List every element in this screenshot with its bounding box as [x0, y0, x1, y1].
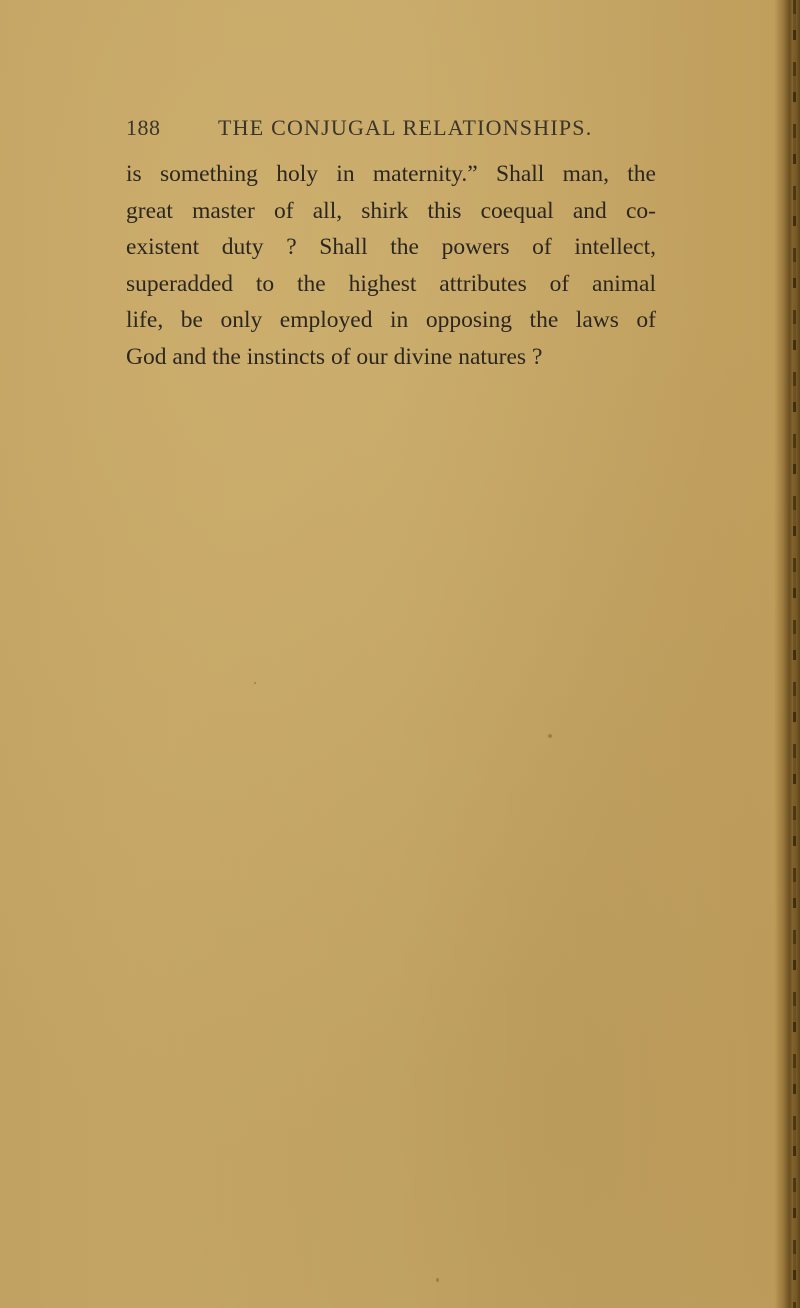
- text-line: God and the instincts of our divine natures ?: [126, 343, 543, 370]
- paper-speck: [254, 682, 256, 684]
- binding-edge: [774, 0, 800, 1308]
- text-line: existent duty ? Shall the powers of intellect,: [126, 234, 656, 261]
- text-line: superadded to the highest attributes of animal: [126, 270, 656, 297]
- paper-speck: [436, 1278, 439, 1282]
- running-head: [126, 115, 656, 145]
- running-title: THE CONJUGAL RELATIONSHIPS.: [218, 115, 593, 140]
- text-line: life, be only employed in opposing the laws of: [126, 307, 656, 334]
- paper-speck: [548, 734, 552, 738]
- body-paragraph: [126, 156, 656, 376]
- text-line: great master of all, shirk this coequal and co-: [126, 197, 656, 224]
- text-line: is something holy in maternity.” Shall man, the: [126, 161, 656, 187]
- page-number: 188: [126, 115, 161, 140]
